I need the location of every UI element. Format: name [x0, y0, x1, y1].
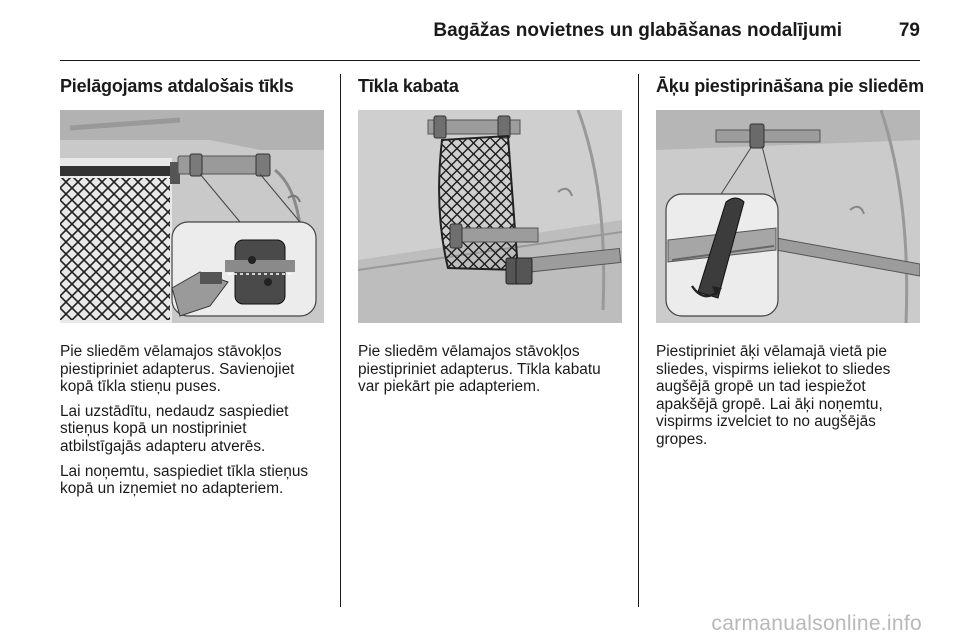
paragraph: Piestipriniet āķi vēlamajā vietā pie sliedes, vispirms ieliekot to sliedes augšējā gropē un tad iespiežot apakšējā gropē. Lai āķi noņemtu, vispirms izvelciet to no augšējās gropes. [656, 343, 891, 448]
paragraph: Lai uzstādītu, nedaudz saspiediet stieņus kopā un nostipriniet atbilstīgajās adapteru atverēs. [60, 402, 289, 455]
page-header [60, 16, 920, 46]
column-divider [638, 74, 639, 607]
section-heading: Tīkla kabata [358, 76, 459, 96]
hook-rail-icon [656, 110, 920, 323]
section-heading: Āķu piestiprināšana pie sliedēm [656, 76, 924, 96]
column-divider [340, 74, 341, 607]
paragraph: Pie sliedēm vēlamajos stāvokļos piestipriniet adapterus. Savienojiet kopā tīkla stieņu puses. [60, 343, 295, 396]
header-rule [60, 60, 920, 61]
net-adapter-icon [60, 110, 324, 323]
net-pocket-illustration [358, 110, 622, 323]
watermark: carmanualsonline.info [711, 612, 922, 635]
net-adapter-illustration [60, 110, 324, 323]
section-heading: Pielāgojams atdalošais tīkls [60, 76, 294, 96]
section-hook-rail [656, 76, 924, 449]
header-title: Bagāžas novietnes un glabāšanas nodalījumi [433, 20, 842, 41]
paragraph: Lai noņemtu, saspiediet tīkla stieņus kopā un izņemiet no adapteriem. [60, 462, 309, 498]
section-adjustable-net [60, 76, 328, 498]
section-net-pocket [358, 76, 626, 396]
section-text [60, 343, 328, 498]
page-number: 79 [898, 20, 920, 41]
section-text [656, 343, 924, 449]
hook-rail-illustration [656, 110, 920, 323]
net-pocket-icon [358, 110, 622, 323]
section-text [358, 343, 626, 396]
paragraph: Pie sliedēm vēlamajos stāvokļos piestipriniet adapterus. Tīkla kabatu var piekārt pie adapteriem. [358, 343, 601, 396]
